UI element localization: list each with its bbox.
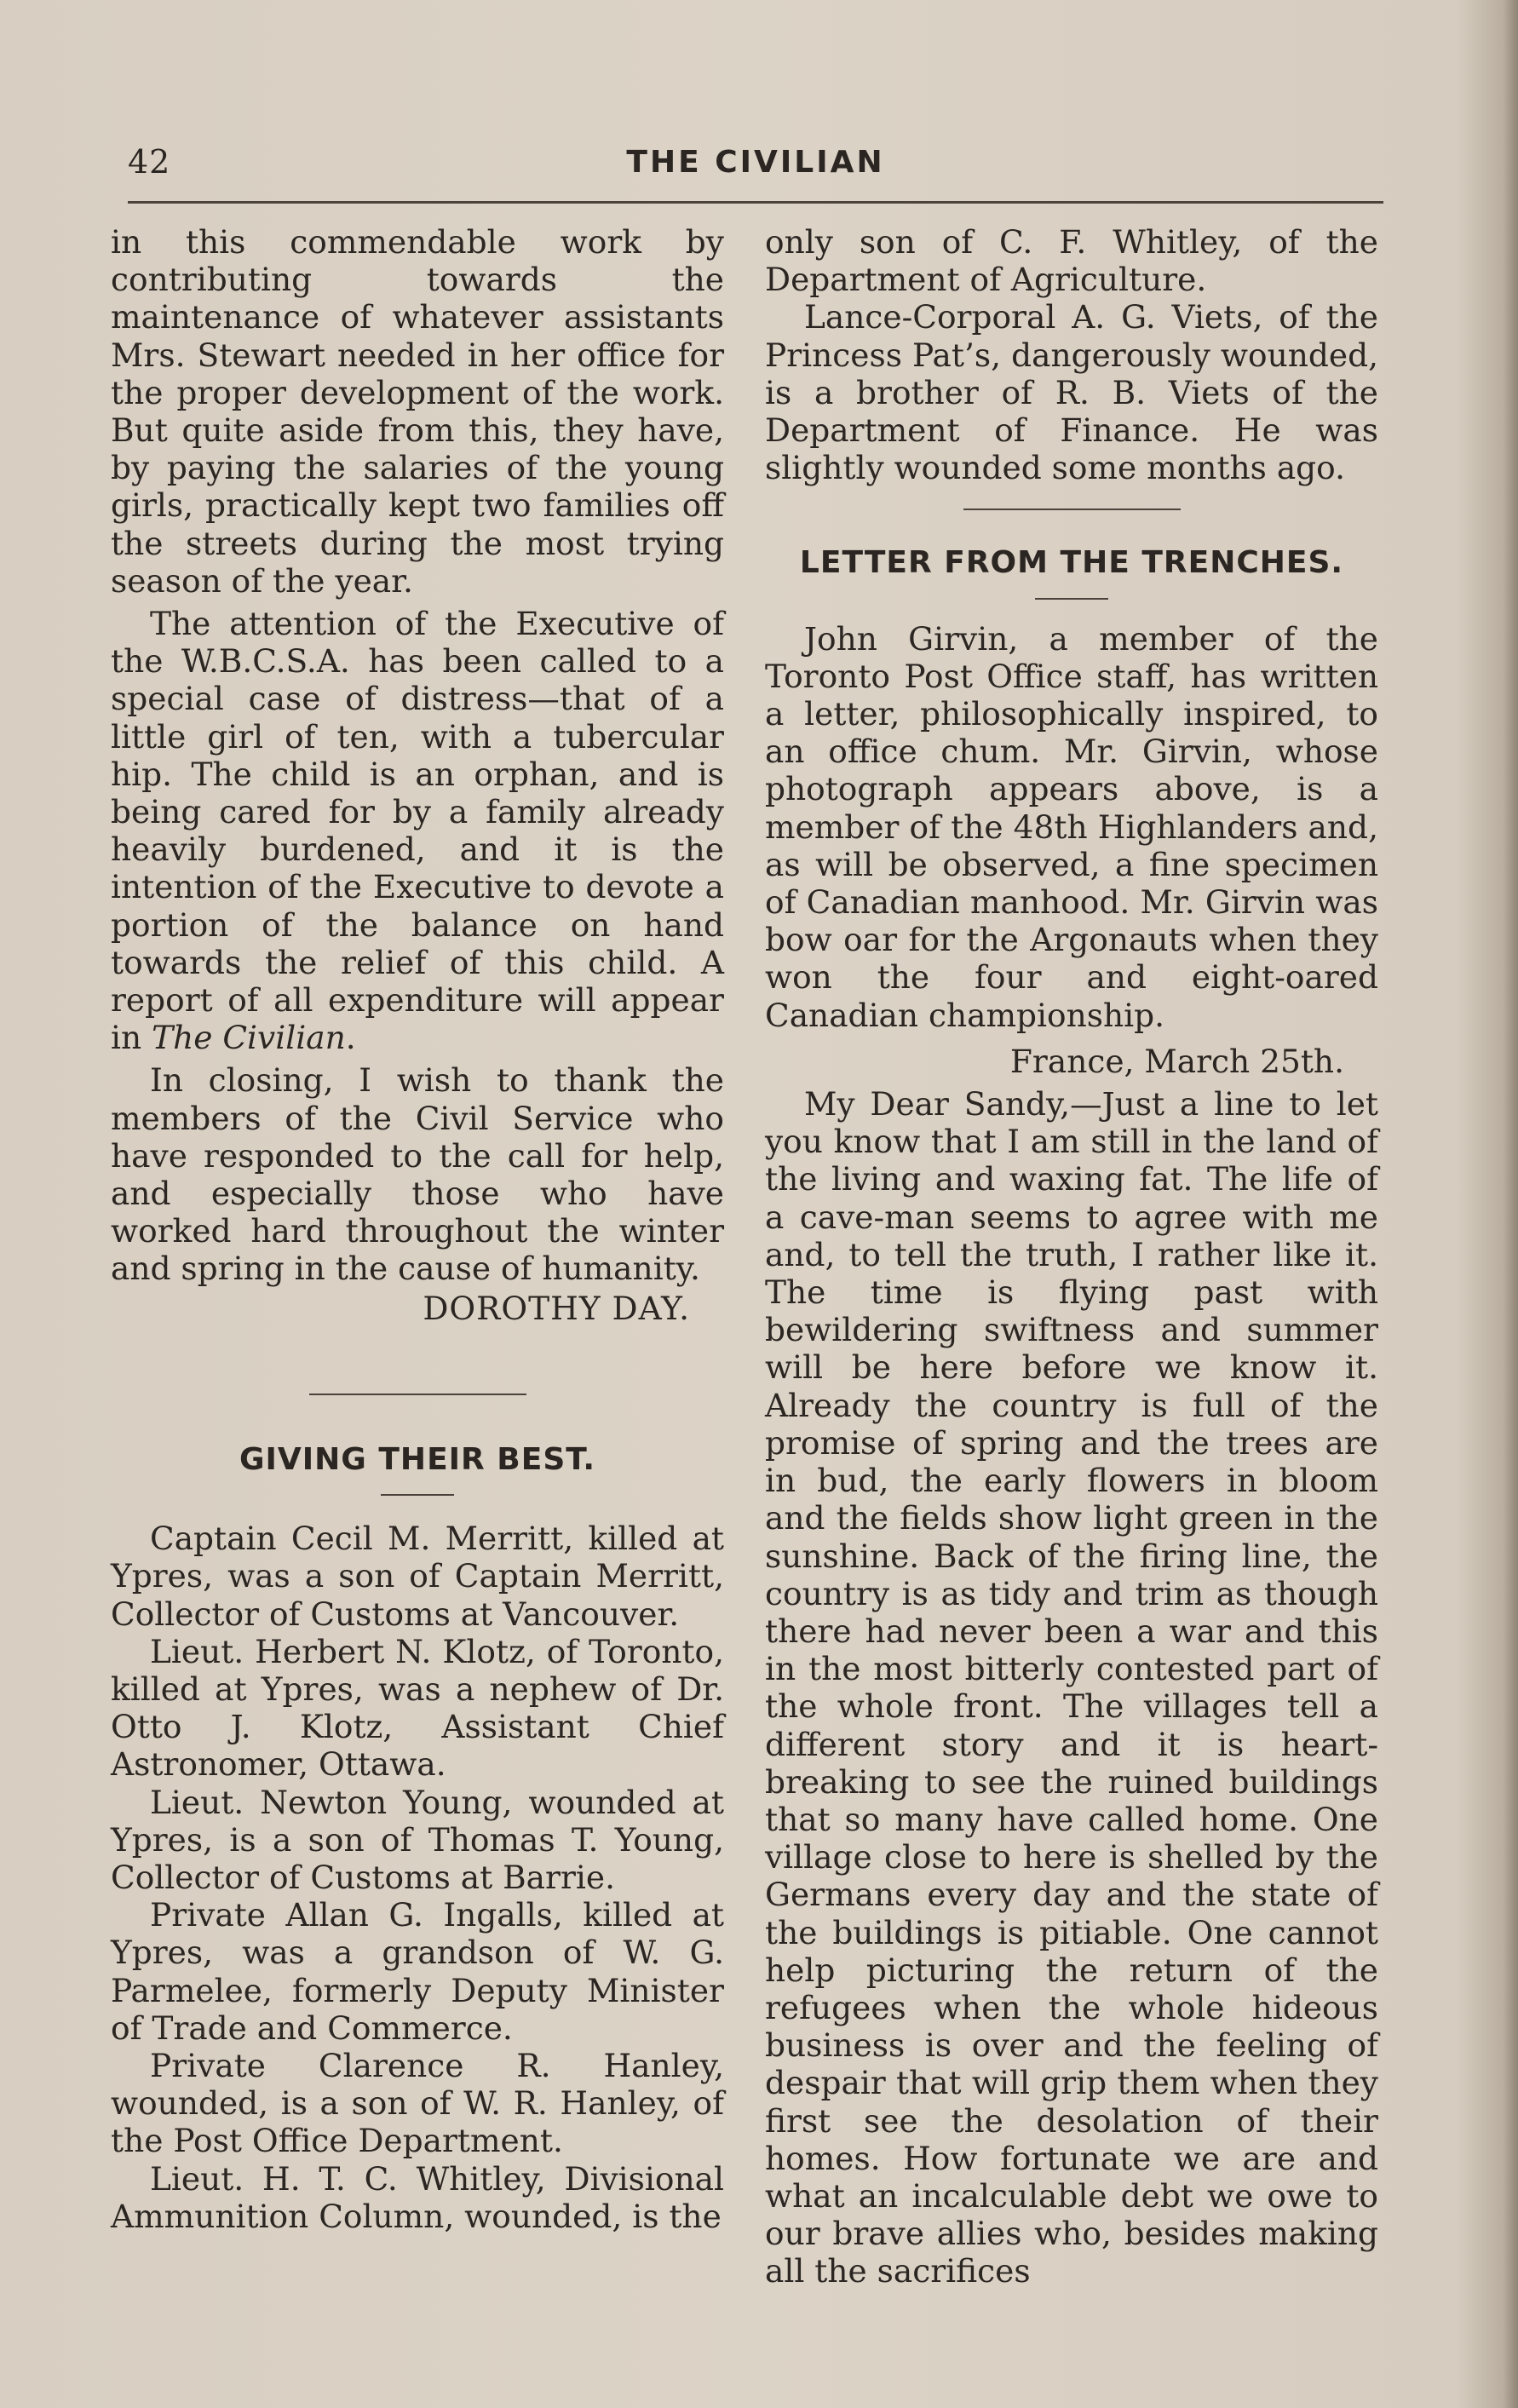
left-paragraph-2-end: . <box>345 1019 356 1057</box>
left-paragraph-1: in this commendable work by contributing towards the maintenance of whatever assistants Mrs. Stewart needed in her office for the proper development of the work. But quite aside from this, they have, by paying the salaries of the young girls, practically kept two families off the streets during the most trying season of the year. <box>111 223 724 600</box>
left-column <box>111 223 724 2235</box>
left-paragraph-3: In closing, I wish to thank the members of the Civil Service who have responded to the call for help, and especially those who have worked hard throughout the winter and spring in the cause of humanity. <box>111 1061 724 1288</box>
header-rule <box>128 201 1383 204</box>
signature: DOROTHY DAY. <box>423 1289 690 1327</box>
journal-name-italic: The Civilian <box>152 1019 346 1057</box>
list-item: Lieut. H. T. C. Whitley, Divisional Ammunition Column, wounded, is the <box>111 2159 724 2235</box>
section-heading-giving-their-best: GIVING THEIR BEST. <box>239 1441 596 1477</box>
page-number: 42 <box>128 143 171 181</box>
list-item: Private Clarence R. Hanley, wounded, is a son of W. R. Hanley, of the Post Office Department. <box>111 2046 724 2160</box>
letter-intro: John Girvin, a member of the Toronto Post Office staff, has written a letter, philosophically inspired, to an office chum. Mr. Girvin, whose photograph appears above, is a member of the 48th Highlanders and, as will be observed, a fine specimen of Canadian manhood. Mr. Girvin was bow oar for the Argonauts when they won the four and eight-oared Canadian championship. <box>765 619 1378 1034</box>
list-item: Private Allan G. Ingalls, killed at Ypres, was a grandson of W. G. Parmelee, formerly Deputy Minister of Trade and Commerce. <box>111 1896 724 2047</box>
right-paragraph-1: only son of C. F. Whitley, of the Department of Agriculture. <box>765 223 1378 299</box>
left-paragraph-2 <box>111 605 724 1056</box>
page-header <box>128 143 1383 186</box>
letter-body: My Dear Sandy,—Just a line to let you know that I am still in the land of the living and waxing fat. The life of a cave-man seems to agree with me and, to tell the truth, I rather like it. The time is flying past with bewildering swiftness and summer will be here before we know it. Already the country is full of the promise of spring and the trees are in bud, the early flowers in bloom and the fields show light green in the sunshine. Back of the firing line, the country is as tidy and trim as though there had never been a war and this in the most bitterly contested part of the whole front. The villages tell a different story and it is heart-breaking to see the ruined buildings that so many have called home. One village close to here is shelled by the Germans every day and the state of the buildings is pitiable. One cannot help picturing the return of the refugees when the whole hideous business is over and the feeling of despair that will grip them when they first see the desolation of their homes. How fortunate we are and what an incalculable debt we owe to our brave allies who, besides making all the sacrifices <box>765 1085 1378 2290</box>
journal-title: THE CIVILIAN <box>626 145 885 180</box>
section-heading-letter-from-the-trenches: LETTER FROM THE TRENCHES. <box>799 545 1344 581</box>
list-item: Captain Cecil M. Merritt, killed at Ypres, was a son of Captain Merritt, Collector of Customs at Vancouver. <box>111 1520 724 1633</box>
right-column <box>765 223 1378 2290</box>
list-item: Lieut. Herbert N. Klotz, of Toronto, killed at Ypres, was a nephew of Dr. Otto J. Klotz, Assistant Chief Astronomer, Ottawa. <box>111 1632 724 1784</box>
dateline: France, March 25th. <box>1009 1042 1344 1080</box>
right-paragraph-2: Lance-Corporal A. G. Viets, of the Princess Pat’s, dangerously wounded, is a brother of R. B. Viets of the Department of Finance. He was slightly wounded some months ago. <box>765 298 1378 487</box>
list-item: Lieut. Newton Young, wounded at Ypres, is a son of Thomas T. Young, Collector of Customs at Barrie. <box>111 1783 724 1896</box>
left-paragraph-2-text: The attention of the Executive of the W.B.C.S.A. has been called to a special case of distress—that of a little girl of ten, with a tubercular hip. The child is an orphan, and is being cared for by a family already heavily burdened, and it is the intention of the Executive to devote a portion of the balance on hand towards the relief of this child. A report of all expenditure will appear in <box>111 605 724 1057</box>
